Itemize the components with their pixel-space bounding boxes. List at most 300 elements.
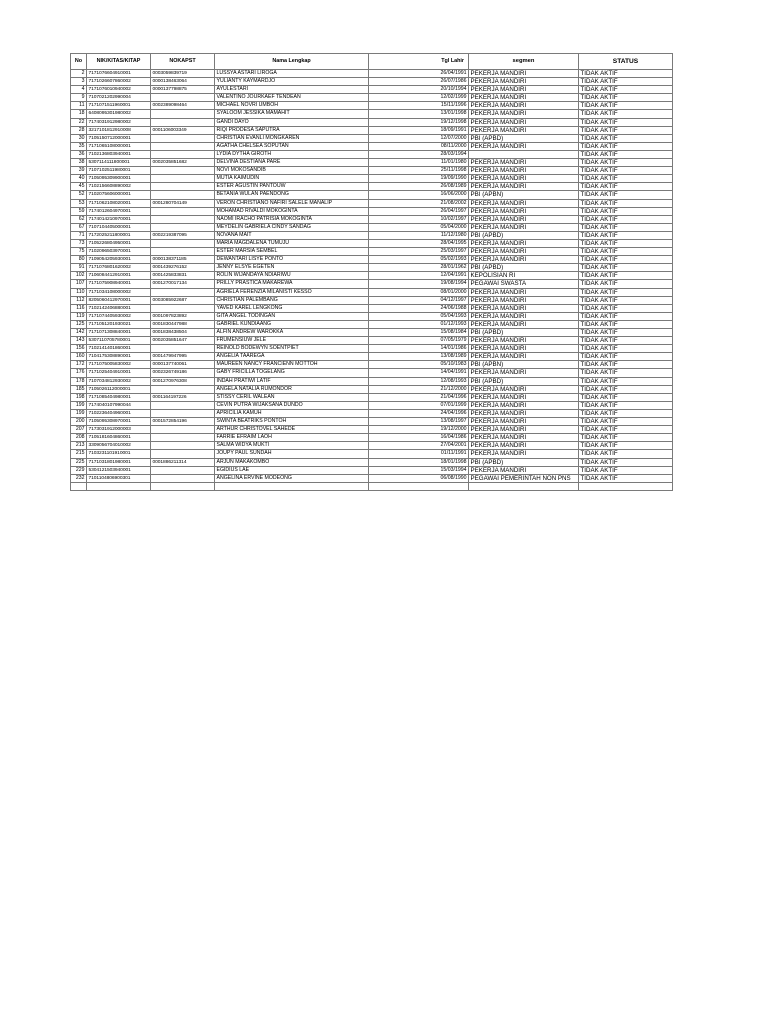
cell-nokapst: 0001270017134	[151, 280, 215, 288]
cell-tgl-lahir: 19/09/1990	[369, 175, 469, 183]
table-row	[71, 450, 673, 458]
cell-no: 207	[71, 426, 87, 434]
table-row	[71, 183, 673, 191]
cell-segmen: PEKERJA MANDIRI	[469, 369, 579, 377]
table-row	[71, 102, 673, 110]
header-nokapst: NOKAPST	[151, 54, 215, 70]
cell-status: TIDAK AKTIF	[579, 231, 673, 239]
cell-nama: AGATHA CHELSEA SOPUTAN	[215, 142, 369, 150]
cell-nik: 7107021202990004	[87, 94, 151, 102]
cell-no: 107	[71, 280, 87, 288]
cell-nama: NOVANA MAIT	[215, 231, 369, 239]
table-row	[71, 223, 673, 231]
empty-cell	[469, 482, 579, 490]
cell-nokapst: 0002035851647	[151, 337, 215, 345]
cell-nik: 7171034108000002	[87, 288, 151, 296]
cell-tgl-lahir: 11/12/1980	[369, 231, 469, 239]
cell-tgl-lahir: 21/12/2000	[369, 385, 469, 393]
cell-nik: 7105226804950001	[87, 239, 151, 247]
cell-no: 208	[71, 434, 87, 442]
cell-no: 199	[71, 409, 87, 417]
cell-no: 9	[71, 94, 87, 102]
cell-nokapst: 0001425833831	[151, 272, 215, 280]
cell-no: 176	[71, 369, 87, 377]
cell-nama: MAUREEN NANCY FRANCIENN MOTTOH	[215, 361, 369, 369]
cell-no: 11	[71, 102, 87, 110]
cell-tgl-lahir: 13/08/1989	[369, 353, 469, 361]
table-row	[71, 150, 673, 158]
cell-no: 35	[71, 142, 87, 150]
cell-no: 39	[71, 167, 87, 175]
cell-nokapst: 0001270976308	[151, 377, 215, 385]
cell-nik: 7105026112000001	[87, 385, 151, 393]
cell-nik: 7171071511960001	[87, 102, 151, 110]
cell-nokapst: 0000137740061	[151, 361, 215, 369]
cell-nik: 7102136803940001	[87, 150, 151, 158]
cell-nokapst: 0003059839719	[151, 70, 215, 78]
cell-no: 199	[71, 401, 87, 409]
cell-no: 213	[71, 442, 87, 450]
cell-nama: AYULESTARI	[215, 86, 369, 94]
cell-no: 185	[71, 385, 87, 393]
cell-nama: ARTHUR CHRISTOVEL SAHEDE	[215, 426, 369, 434]
cell-nama: PRILLY PRASTICA MAKAREWA	[215, 280, 369, 288]
table-body	[71, 70, 673, 491]
cell-segmen: PEKERJA MANDIRI	[469, 215, 579, 223]
cell-no: 59	[71, 207, 87, 215]
cell-nama: GITA ANGEL TODINGAN	[215, 312, 369, 320]
cell-status: TIDAK AKTIF	[579, 312, 673, 320]
cell-nik: 7171051201930021	[87, 320, 151, 328]
cell-status: TIDAK AKTIF	[579, 223, 673, 231]
cell-status: TIDAK AKTIF	[579, 409, 673, 417]
cell-status: TIDAK AKTIF	[579, 353, 673, 361]
cell-tgl-lahir: 26/08/1989	[369, 183, 469, 191]
cell-nik: 6408095301980002	[87, 110, 151, 118]
cell-nama: MARIA MAGDALENA TUMUJU	[215, 239, 369, 247]
cell-no: 215	[71, 450, 87, 458]
empty-cell	[579, 482, 673, 490]
cell-nik: 7172025211800001	[87, 231, 151, 239]
cell-status: TIDAK AKTIF	[579, 126, 673, 134]
empty-cell	[215, 482, 369, 490]
cell-no: 232	[71, 474, 87, 482]
cell-nokapst	[151, 215, 215, 223]
cell-nokapst	[151, 466, 215, 474]
cell-nokapst	[151, 94, 215, 102]
cell-nik: 7105150712000001	[87, 134, 151, 142]
cell-nik: 3217101812910008	[87, 126, 151, 134]
cell-tgl-lahir: 13/08/1997	[369, 418, 469, 426]
cell-no: 178	[71, 377, 87, 385]
cell-no: 225	[71, 458, 87, 466]
cell-segmen: PEKERJA MANDIRI	[469, 102, 579, 110]
cell-nik: 7105181604860001	[87, 434, 151, 442]
cell-nokapst: 0000137798875	[151, 86, 215, 94]
cell-status: TIDAK AKTIF	[579, 191, 673, 199]
cell-nik: 7174031912980002	[87, 118, 151, 126]
cell-tgl-lahir: 12/04/1991	[369, 272, 469, 280]
cell-tgl-lahir: 15/03/1994	[369, 466, 469, 474]
cell-nama: YAVED KAREL LENGKONG	[215, 304, 369, 312]
cell-status: TIDAK AKTIF	[579, 215, 673, 223]
cell-nik: 7102075606000001	[87, 191, 151, 199]
cell-nik: 7102142406880001	[87, 304, 151, 312]
cell-status: TIDAK AKTIF	[579, 304, 673, 312]
cell-nama: ANGELINA ERVINE MODEONG	[215, 474, 369, 482]
cell-status: TIDAK AKTIF	[579, 426, 673, 434]
cell-nama: APRICILIA KAMUH	[215, 409, 369, 417]
cell-nokapst: 0001439276152	[151, 264, 215, 272]
cell-segmen: PEKERJA MANDIRI	[469, 442, 579, 450]
table-row	[71, 369, 673, 377]
cell-nokapst	[151, 207, 215, 215]
cell-status: TIDAK AKTIF	[579, 142, 673, 150]
cell-status: TIDAK AKTIF	[579, 78, 673, 86]
cell-status: TIDAK AKTIF	[579, 102, 673, 110]
cell-nama: AGRIELA FERENZIA MILANISTI KESSO	[215, 288, 369, 296]
empty-cell	[369, 482, 469, 490]
cell-nama: FARRIE EFRAIM LAOH	[215, 434, 369, 442]
cell-segmen: PEKERJA MANDIRI	[469, 159, 579, 167]
table-row	[71, 353, 673, 361]
cell-nama: DELVINA DESTIANA PARE	[215, 159, 369, 167]
cell-nik: 5304121503940001	[87, 466, 151, 474]
table-row	[71, 418, 673, 426]
cell-nik: 7174012604970001	[87, 207, 151, 215]
cell-no: 112	[71, 296, 87, 304]
cell-nama: SALMA WIDYA MUKTI	[215, 442, 369, 450]
cell-nama: CHRISTIAN PALEMBANG	[215, 296, 369, 304]
cell-no: 22	[71, 118, 87, 126]
cell-segmen: PEKERJA MANDIRI	[469, 94, 579, 102]
cell-nik: 7171076801620002	[87, 264, 151, 272]
cell-no: 18	[71, 110, 87, 118]
cell-status: TIDAK AKTIF	[579, 385, 673, 393]
cell-nokapst	[151, 142, 215, 150]
table-row	[71, 215, 673, 223]
cell-no: 200	[71, 418, 87, 426]
cell-tgl-lahir: 21/04/1996	[369, 393, 469, 401]
cell-tgl-lahir: 08/11/2000	[369, 142, 469, 150]
cell-status: TIDAK AKTIF	[579, 134, 673, 142]
table-row	[71, 466, 673, 474]
cell-nama: FRUMENSIUW JELE	[215, 337, 369, 345]
cell-segmen: PEKERJA MANDIRI	[469, 296, 579, 304]
cell-status: TIDAK AKTIF	[579, 256, 673, 264]
cell-tgl-lahir: 13/01/1998	[369, 110, 469, 118]
cell-nik: 7174040107990044	[87, 401, 151, 409]
cell-nik: 7105095308970001	[87, 418, 151, 426]
cell-nik: 7105095309900001	[87, 175, 151, 183]
cell-segmen: PBI (APBD)	[469, 329, 579, 337]
cell-nama: NAOMI IRACHO PATRISIA MOKOGINTA	[215, 215, 369, 223]
cell-nik: 5307110705780001	[87, 337, 151, 345]
cell-nik: 7107034812930002	[87, 377, 151, 385]
cell-tgl-lahir: 15/11/1996	[369, 102, 469, 110]
empty-cell	[151, 482, 215, 490]
header-status: STATUS	[579, 54, 673, 70]
cell-nokapst	[151, 385, 215, 393]
cell-nokapst: 0001097823892	[151, 312, 215, 320]
cell-no: 2	[71, 70, 87, 78]
cell-no: 110	[71, 288, 87, 296]
cell-no: 3	[71, 78, 87, 86]
cell-nokapst	[151, 401, 215, 409]
cell-no: 80	[71, 256, 87, 264]
cell-tgl-lahir: 01/12/1993	[369, 320, 469, 328]
cell-segmen: PEKERJA MANDIRI	[469, 183, 579, 191]
table-row	[71, 239, 673, 247]
cell-tgl-lahir: 12/07/2000	[369, 134, 469, 142]
table-row	[71, 118, 673, 126]
table-row	[71, 385, 673, 393]
cell-tgl-lahir: 26/04/1991	[369, 70, 469, 78]
cell-nik: 3309056704010002	[87, 442, 151, 450]
cell-tgl-lahir: 19/12/1998	[369, 118, 469, 126]
table-row	[71, 199, 673, 207]
cell-nama: MOHAMAD RIVALDI MOKOGINTA	[215, 207, 369, 215]
cell-nama: LYDIA DYTHA GIROTH	[215, 150, 369, 158]
cell-segmen: PEKERJA MANDIRI	[469, 256, 579, 264]
cell-segmen: PBI (APBD)	[469, 264, 579, 272]
cell-nokapst: 0002219387095	[151, 231, 215, 239]
cell-no: 4	[71, 86, 87, 94]
cell-segmen: PBI (APBD)	[469, 231, 579, 239]
table-row	[71, 296, 673, 304]
cell-nik: 7102236404960001	[87, 409, 151, 417]
cell-nokapst	[151, 191, 215, 199]
cell-status: TIDAK AKTIF	[579, 264, 673, 272]
table-row	[71, 175, 673, 183]
cell-nik: 7171065108000001	[87, 142, 151, 150]
table-row	[71, 401, 673, 409]
header-nik: NIK/KITAS/KITAP	[87, 54, 151, 70]
cell-status: TIDAK AKTIF	[579, 94, 673, 102]
cell-nokapst: 0002326749186	[151, 369, 215, 377]
table-row	[71, 434, 673, 442]
cell-nama: INDAH PRATIWI LATIF	[215, 377, 369, 385]
cell-tgl-lahir: 14/04/1991	[369, 369, 469, 377]
cell-tgl-lahir: 19/08/1994	[369, 280, 469, 288]
cell-tgl-lahir: 24/04/1996	[369, 409, 469, 417]
table-row	[71, 94, 673, 102]
cell-segmen: PEKERJA MANDIRI	[469, 70, 579, 78]
cell-status: TIDAK AKTIF	[579, 150, 673, 158]
table-row	[71, 458, 673, 466]
cell-status: TIDAK AKTIF	[579, 434, 673, 442]
cell-nik: 7171031801980001	[87, 458, 151, 466]
cell-tgl-lahir: 18/09/1991	[369, 126, 469, 134]
cell-tgl-lahir: 28/01/1962	[369, 264, 469, 272]
cell-nokapst	[151, 118, 215, 126]
table-row	[71, 207, 673, 215]
cell-nokapst: 0001479947995	[151, 353, 215, 361]
cell-status: TIDAK AKTIF	[579, 442, 673, 450]
cell-status: TIDAK AKTIF	[579, 345, 673, 353]
cell-no: 116	[71, 304, 87, 312]
cell-nama: SWINTA BEATRIKS PONTOH	[215, 418, 369, 426]
cell-nama: MEYDELIN GABRIELA CINDY SANDAG	[215, 223, 369, 231]
table-row	[71, 167, 673, 175]
cell-no: 160	[71, 353, 87, 361]
cell-status: TIDAK AKTIF	[579, 175, 673, 183]
cell-status: TIDAK AKTIF	[579, 296, 673, 304]
cell-no: 229	[71, 466, 87, 474]
cell-tgl-lahir: 01/11/1991	[369, 450, 469, 458]
cell-nokapst	[151, 450, 215, 458]
cell-status: TIDAK AKTIF	[579, 337, 673, 345]
cell-no: 38	[71, 159, 87, 167]
cell-tgl-lahir: 08/01/2000	[369, 288, 469, 296]
cell-nik: 7171025404910001	[87, 369, 151, 377]
cell-segmen: PEKERJA MANDIRI	[469, 86, 579, 94]
cell-segmen: PEKERJA MANDIRI	[469, 110, 579, 118]
cell-tgl-lahir: 27/04/2001	[369, 442, 469, 450]
cell-tgl-lahir: 05/10/1983	[369, 361, 469, 369]
cell-nama: ESTER MARSIA SEMBEL	[215, 248, 369, 256]
cell-nokapst	[151, 288, 215, 296]
cell-nik: 8205060412970001	[87, 296, 151, 304]
cell-nokapst	[151, 239, 215, 247]
cell-segmen: PEKERJA MANDIRI	[469, 401, 579, 409]
cell-tgl-lahir: 25/11/1998	[369, 167, 469, 175]
empty-cell	[87, 482, 151, 490]
cell-status: TIDAK AKTIF	[579, 110, 673, 118]
cell-segmen: PBI (APBN)	[469, 361, 579, 369]
cell-nik: 7171075005830002	[87, 361, 151, 369]
cell-nama: ALFIN ANDREW WAROKKA	[215, 329, 369, 337]
cell-tgl-lahir: 28/04/1995	[369, 239, 469, 247]
cell-nokapst: 0002035851682	[151, 159, 215, 167]
cell-no: 91	[71, 264, 87, 272]
cell-nokapst	[151, 474, 215, 482]
cell-segmen: PEKERJA MANDIRI	[469, 78, 579, 86]
table-row	[71, 280, 673, 288]
cell-tgl-lahir: 26/04/1997	[369, 207, 469, 215]
cell-no: 28	[71, 126, 87, 134]
cell-no: 156	[71, 345, 87, 353]
cell-nokapst	[151, 134, 215, 142]
cell-no: 198	[71, 393, 87, 401]
cell-no: 71	[71, 231, 87, 239]
table-row	[71, 288, 673, 296]
cell-status: TIDAK AKTIF	[579, 369, 673, 377]
cell-nama: ANGELIA TAAREGA	[215, 353, 369, 361]
cell-nokapst: 0000138371185	[151, 256, 215, 264]
cell-status: TIDAK AKTIF	[579, 450, 673, 458]
cell-nokapst: 0002389098464	[151, 102, 215, 110]
cell-segmen: PEKERJA MANDIRI	[469, 126, 579, 134]
header-row	[71, 54, 673, 70]
cell-status: TIDAK AKTIF	[579, 70, 673, 78]
cell-nokapst: 0001106003349	[151, 126, 215, 134]
cell-nama: CHRISTIAN EVANLI MONGKAREN	[215, 134, 369, 142]
cell-nokapst: 0001164197226	[151, 393, 215, 401]
cell-segmen: PEGAWAI PEMERINTAH NON PNS	[469, 474, 579, 482]
cell-tgl-lahir: 18/01/1998	[369, 458, 469, 466]
cell-tgl-lahir: 11/01/1980	[369, 159, 469, 167]
cell-nokapst	[151, 304, 215, 312]
cell-tgl-lahir: 04/12/1997	[369, 296, 469, 304]
table-row	[71, 191, 673, 199]
cell-nama: VALENTINO JOURKAEF TENDEAN	[215, 94, 369, 102]
cell-nama: BETANIA WULAN PAENDONG	[215, 191, 369, 199]
table-row	[71, 134, 673, 142]
cell-segmen: PEKERJA MANDIRI	[469, 345, 579, 353]
cell-segmen: PEKERJA MANDIRI	[469, 450, 579, 458]
cell-status: TIDAK AKTIF	[579, 207, 673, 215]
cell-status: TIDAK AKTIF	[579, 329, 673, 337]
cell-status: TIDAK AKTIF	[579, 199, 673, 207]
cell-tgl-lahir: 20/10/1994	[369, 86, 469, 94]
cell-tgl-lahir: 16/06/2000	[369, 191, 469, 199]
cell-nik: 7171076010940002	[87, 86, 151, 94]
cell-status: TIDAK AKTIF	[579, 248, 673, 256]
cell-segmen: PEKERJA MANDIRI	[469, 175, 579, 183]
cell-nama: ARJUN MAKAKOMBO	[215, 458, 369, 466]
cell-tgl-lahir: 07/01/1999	[369, 401, 469, 409]
cell-tgl-lahir: 12/02/1999	[369, 94, 469, 102]
cell-segmen: PBI (APBD)	[469, 134, 579, 142]
cell-segmen: PEKERJA MANDIRI	[469, 239, 579, 247]
cell-tgl-lahir: 12/08/1993	[369, 377, 469, 385]
cell-nik: 7104175308890001	[87, 353, 151, 361]
cell-status: TIDAK AKTIF	[579, 377, 673, 385]
cell-segmen: PEKERJA MANDIRI	[469, 304, 579, 312]
cell-nokapst: 0001886211314	[151, 458, 215, 466]
cell-tgl-lahir: 10/02/1997	[369, 215, 469, 223]
cell-nama: GANDI DAYO	[215, 118, 369, 126]
cell-nokapst	[151, 409, 215, 417]
cell-nokapst: 0001572854196	[151, 418, 215, 426]
cell-tgl-lahir: 21/08/2002	[369, 199, 469, 207]
cell-status: TIDAK AKTIF	[579, 86, 673, 94]
cell-nokapst	[151, 434, 215, 442]
cell-no: 119	[71, 312, 87, 320]
cell-segmen: PEKERJA MANDIRI	[469, 426, 579, 434]
cell-nama: NOVI MOKOSANDIB	[215, 167, 369, 175]
table-row	[71, 312, 673, 320]
table-row	[71, 377, 673, 385]
cell-segmen: PEKERJA MANDIRI	[469, 385, 579, 393]
cell-nokapst	[151, 183, 215, 191]
cell-nama: CEVIN PUTRA WIJAKSANA DUNDO	[215, 401, 369, 409]
cell-status: TIDAK AKTIF	[579, 159, 673, 167]
cell-segmen: PEKERJA MANDIRI	[469, 223, 579, 231]
cell-nama: RIQI PRODESA SAPUTRA	[215, 126, 369, 134]
cell-nik: 7109054205930001	[87, 256, 151, 264]
cell-nokapst	[151, 150, 215, 158]
cell-segmen: PEKERJA MANDIRI	[469, 466, 579, 474]
cell-no: 102	[71, 272, 87, 280]
table-row	[71, 272, 673, 280]
cell-status: TIDAK AKTIF	[579, 361, 673, 369]
cell-status: TIDAK AKTIF	[579, 272, 673, 280]
table-row	[71, 126, 673, 134]
cell-status: TIDAK AKTIF	[579, 280, 673, 288]
cell-status: TIDAK AKTIF	[579, 320, 673, 328]
cell-nik: 7101104806900301	[87, 474, 151, 482]
cell-nokapst	[151, 175, 215, 183]
cell-no: 125	[71, 320, 87, 328]
cell-nama: VERON CHRISTIANO NAFIRI SALELE MANALIP	[215, 199, 369, 207]
cell-nama: JOUPY PAUL SUNDAH	[215, 450, 369, 458]
cell-nama: MUTIA KAIMUDIN	[215, 175, 369, 183]
table-row	[71, 320, 673, 328]
cell-no: 62	[71, 215, 87, 223]
cell-nik: 7171074405930002	[87, 312, 151, 320]
